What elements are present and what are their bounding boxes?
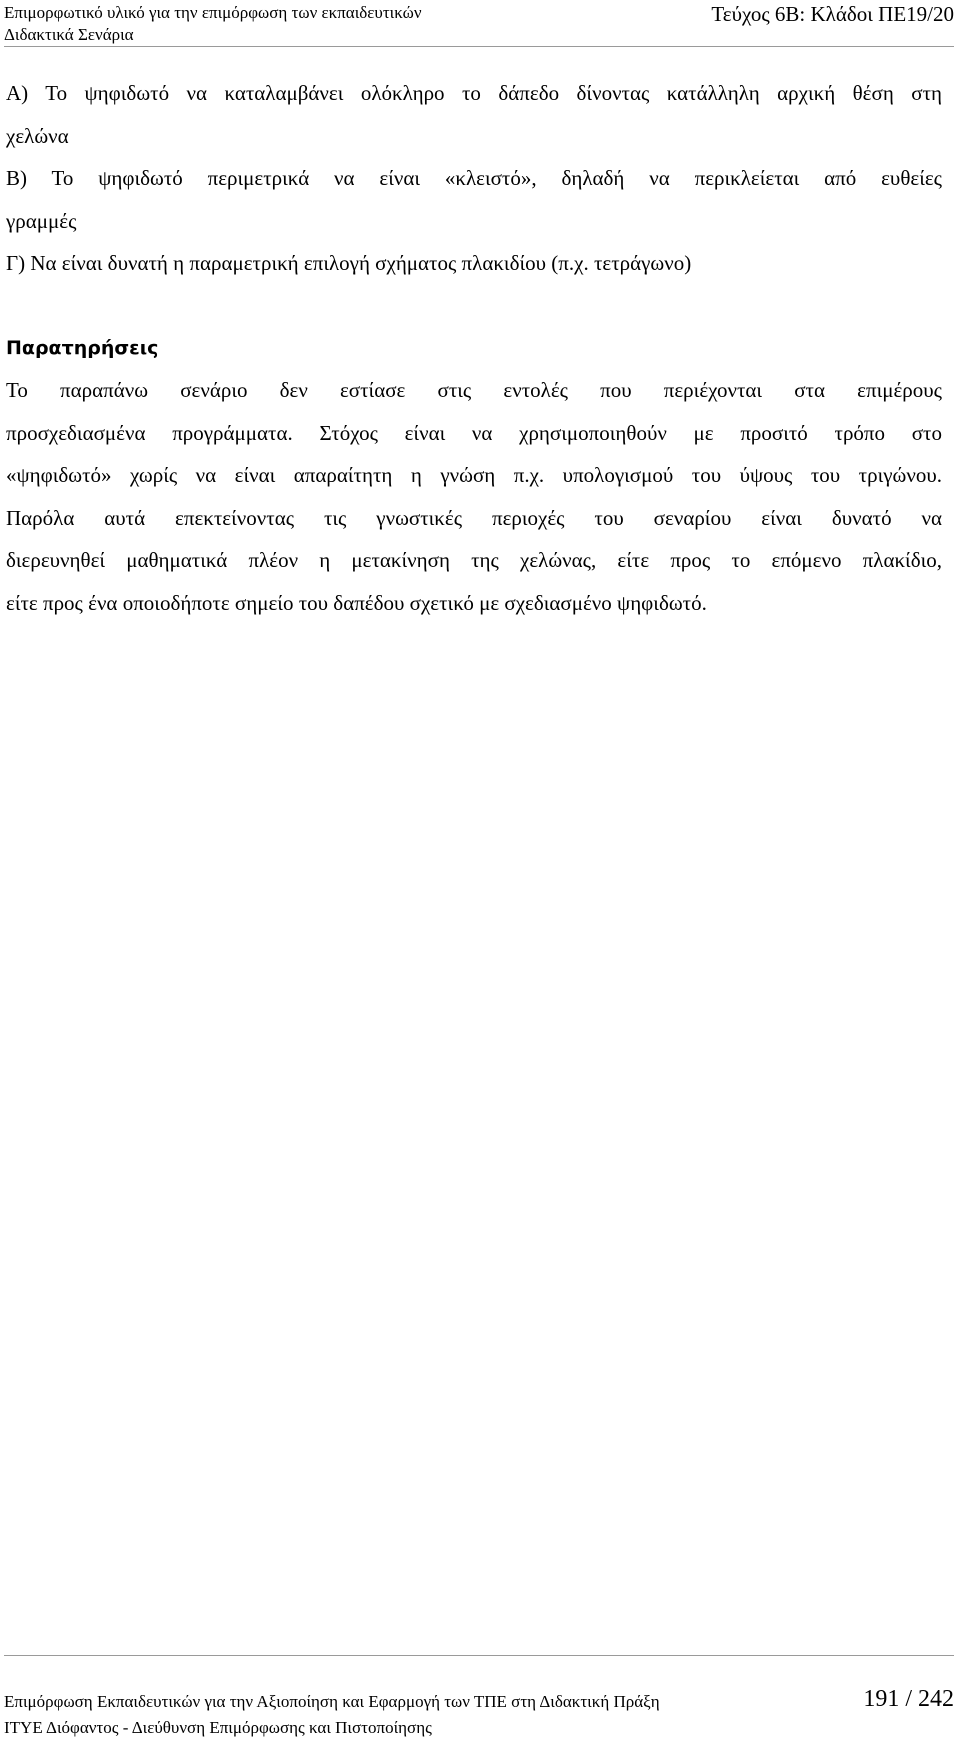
- requirement-a-line2: χελώνα: [6, 123, 69, 148]
- observations-line: Το παραπάνω σενάριο δεν εστίασε στις εντολές που περιέχονται στα επιμέρους: [6, 378, 942, 402]
- observations-line: «ψηφιδωτό» χωρίς να είναι απαραίτητη η γνώση π.χ. υπολογισμού του ύψους του τριγώνου.: [6, 463, 942, 487]
- observations-paragraph: [6, 369, 942, 624]
- requirement-b-line2: γραμμές: [6, 208, 77, 233]
- header-volume-title: Τεύχος 6Β: Κλάδοι ΠΕ19/20: [711, 2, 954, 26]
- observations-line: διερευνηθεί μαθηματικά πλέον η μετακίνηση της χελώνας, είτε προς το επόμενο πλακίδιο,: [6, 548, 942, 572]
- footer-organization: ΙΤΥΕ Διόφαντος - Διεύθυνση Επιμόρφωσης και Πιστοποίησης: [4, 1718, 432, 1737]
- section-spacer: [6, 285, 942, 327]
- footer-program-title: Επιμόρφωση Εκπαιδευτικών για την Αξιοποίηση και Εφαρμογή των ΤΠΕ στη Διδακτική Πράξη: [4, 1692, 660, 1711]
- observations-line: είτε προς ένα οποιοδήποτε σημείο του δαπέδου σχετικό με σχεδιασμένο ψηφιδωτό.: [6, 590, 707, 615]
- header-section-title: Διδακτικά Σενάρια: [4, 25, 134, 44]
- requirement-a: [6, 72, 942, 157]
- page-number: 191 / 242: [863, 1686, 954, 1712]
- footer-divider: [4, 1655, 954, 1656]
- observations-heading: Παρατηρήσεις: [6, 336, 159, 359]
- observations-line: Παρόλα αυτά επεκτείνοντας τις γνωστικές περιοχές του σεναρίου είναι δυνατό να: [6, 505, 942, 530]
- page-footer: [4, 1655, 954, 1735]
- observations-line: προσχεδιασμένα προγράμματα. Στόχος είναι να χρησιμοποιηθούν με προσιτό τρόπο στο: [6, 420, 942, 445]
- requirement-b: [6, 157, 942, 242]
- page-header: [4, 2, 954, 47]
- requirement-c: [6, 242, 942, 285]
- requirement-c-line1: Γ) Να είναι δυνατή η παραμετρική επιλογή σχήματος πλακιδίου (π.χ. τετράγωνο): [6, 251, 692, 275]
- document-body: [6, 72, 942, 624]
- requirement-a-line1: Α) Το ψηφιδωτό να καταλαμβάνει ολόκληρο το δάπεδο δίνοντας κατάλληλη αρχική θέση στη: [6, 81, 942, 105]
- header-publication-title: Επιμορφωτικό υλικό για την επιμόρφωση των εκπαιδευτικών: [4, 3, 422, 22]
- requirement-b-line1: Β) Το ψηφιδωτό περιμετρικά να είναι «κλειστό», δηλαδή να περικλείεται από ευθείες: [6, 166, 942, 190]
